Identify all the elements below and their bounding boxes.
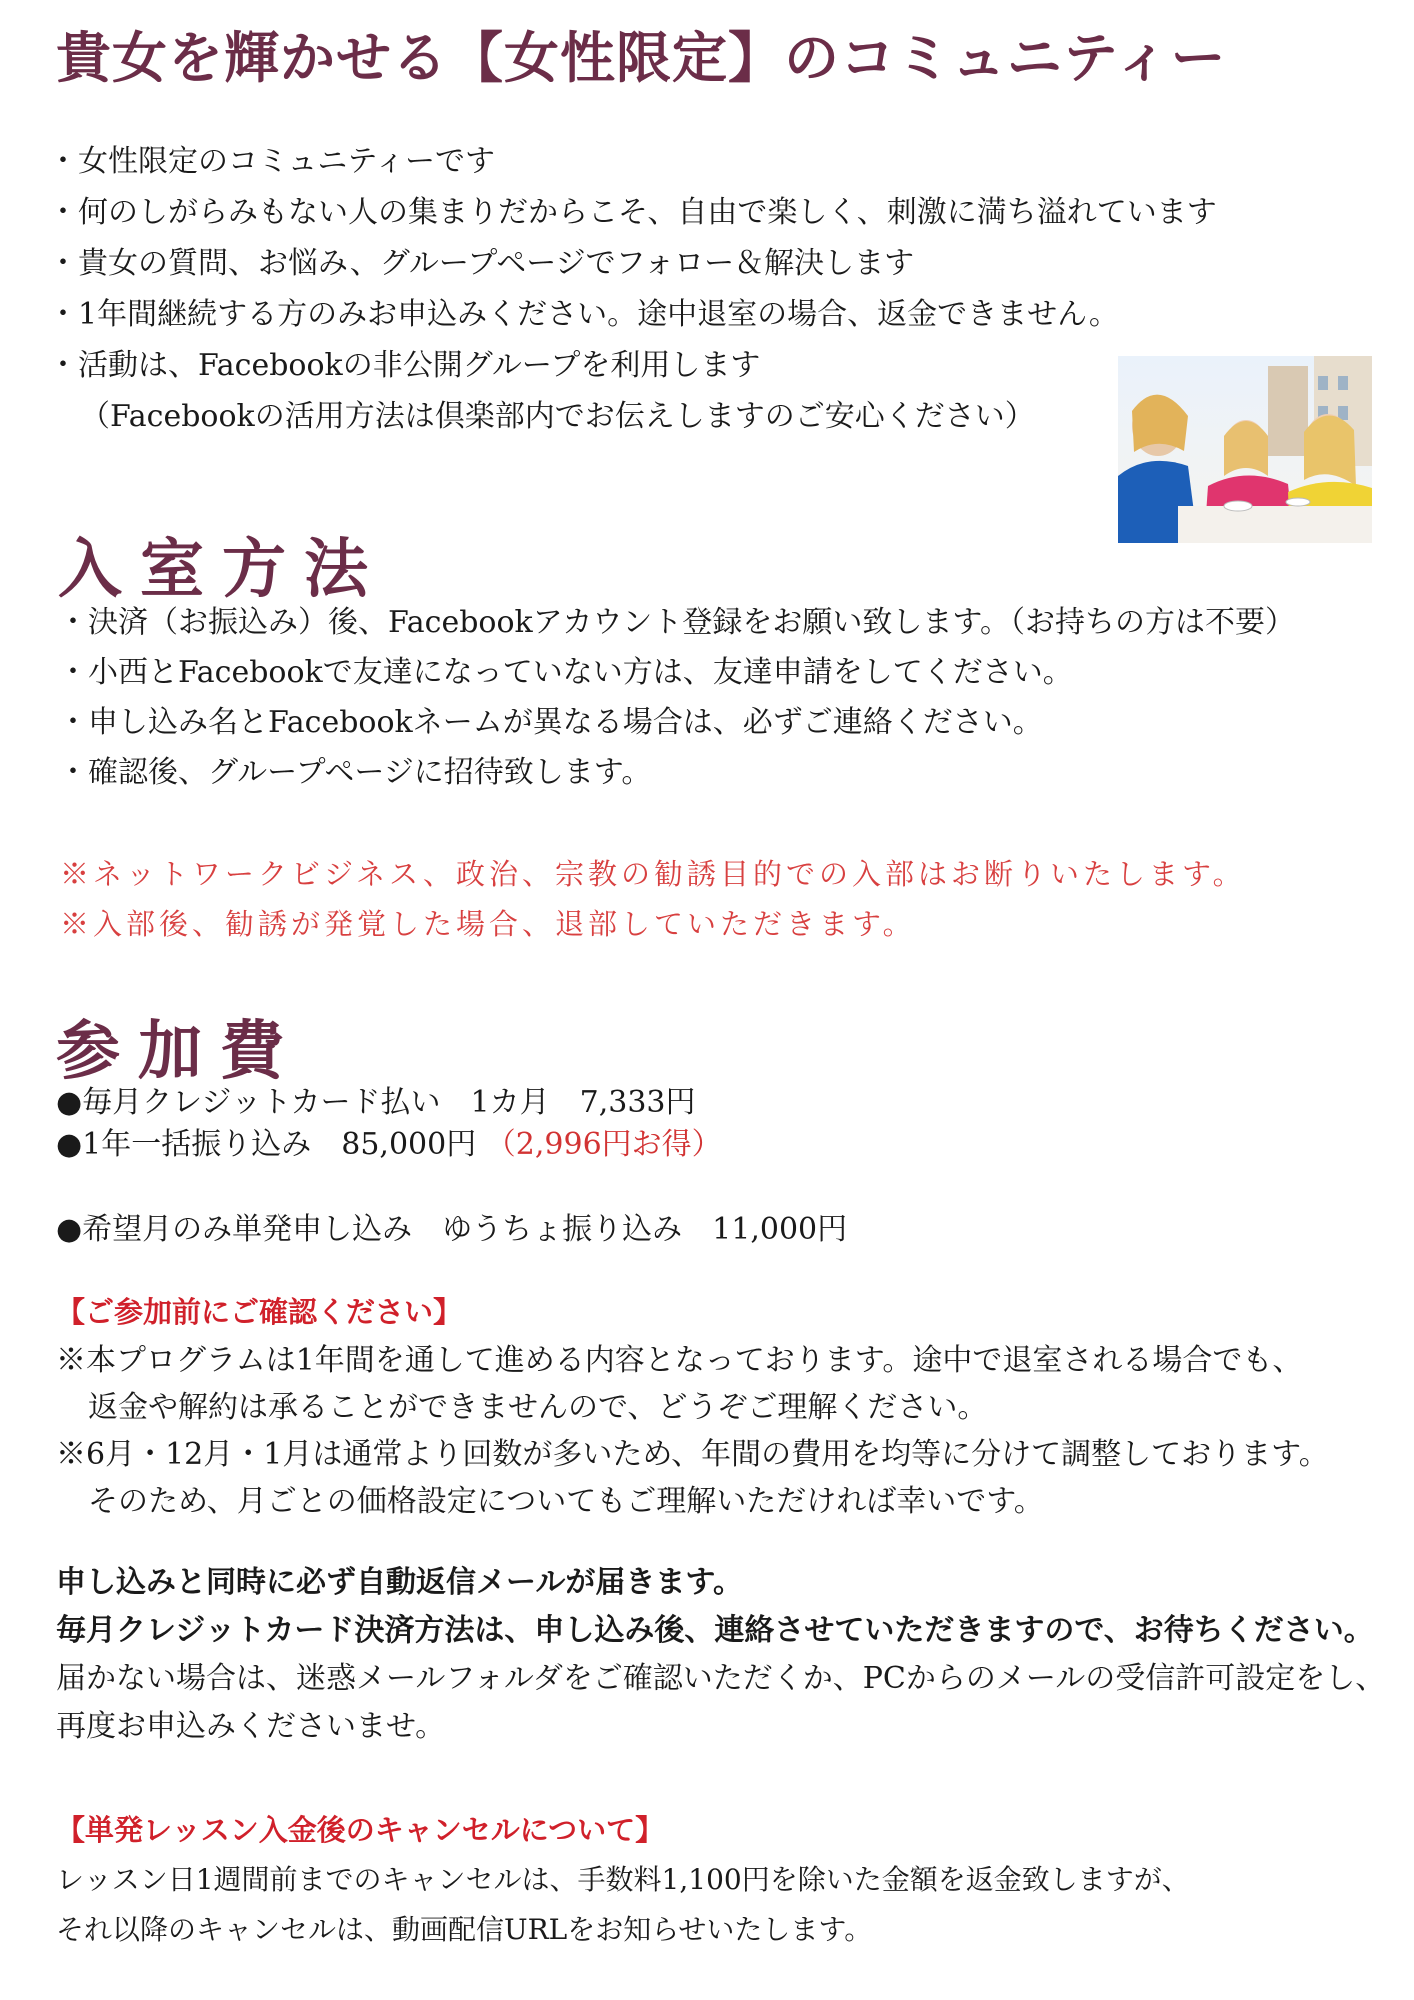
intro-item: ・活動は、Facebookの非公開グループを利用します xyxy=(48,348,761,383)
women-community-photo xyxy=(1118,356,1372,543)
confirm-line: ※本プログラムは1年間を通して進める内容となっております。途中で退室される場合でも、 xyxy=(56,1343,1303,1378)
mail-bold-line: 申し込みと同時に必ず自動返信メールが届きます。 xyxy=(56,1565,743,1600)
entry-item: ・小西とFacebookで友達になっていない方は、友達申請をしてください。 xyxy=(58,655,1073,690)
intro-item: ・1年間継続する方のみお申込みください。途中退室の場合、返金できません。 xyxy=(48,297,1119,332)
confirm-line: ※6月・12月・1月は通常より回数が多いため、年間の費用を均等に分けて調整しております。 xyxy=(56,1437,1329,1472)
confirm-line: 返金や解約は承ることができませんので、どうぞご理解ください。 xyxy=(88,1390,988,1425)
fee-heading: 参加費 xyxy=(56,1014,302,1089)
entry-notice: ※入部後、勧誘が発覚した場合、退部していただきます。 xyxy=(60,907,916,941)
mail-line: 再度お申込みくださいませ。 xyxy=(56,1709,446,1744)
fee-annual: ●1年一括振り込み 85,000円 xyxy=(56,1127,477,1162)
confirm-line: そのため、月ごとの価格設定についてもご理解いただければ幸いです。 xyxy=(88,1484,1044,1519)
cancel-label: 【単発レッスン入金後のキャンセルについて】 xyxy=(56,1813,665,1847)
entry-item: ・申し込み名とFacebookネームが異なる場合は、必ずご連絡ください。 xyxy=(58,705,1043,740)
entry-notice: ※ネットワークビジネス、政治、宗教の勧誘目的での入部はお断りいたします。 xyxy=(60,857,1246,891)
mail-line: 届かない場合は、迷惑メールフォルダをご確認いただくか、PCからのメールの受信許可設定をし、 xyxy=(56,1661,1386,1696)
intro-item: ・何のしがらみもない人の集まりだからこそ、自由で楽しく、刺激に満ち溢れています xyxy=(48,195,1217,230)
fee-annual-saving: （2,996円お得） xyxy=(485,1127,722,1162)
fee-monthly: ●毎月クレジットカード払い 1カ月 7,333円 xyxy=(56,1085,696,1120)
cancel-line: レッスン日1週間前までのキャンセルは、手数料1,100円を除いた金額を返金致しますが、 xyxy=(56,1863,1190,1896)
cancel-line: それ以降のキャンセルは、動画配信URLをお知らせいたします。 xyxy=(56,1913,873,1946)
entry-item: ・決済（お振込み）後、Facebookアカウント登録をお願い致します。（お持ちの方は不要） xyxy=(58,605,1296,640)
intro-item: ・女性限定のコミュニティーです xyxy=(48,144,495,179)
fee-single: ●希望月のみ単発申し込み ゆうちょ振り込み 11,000円 xyxy=(56,1212,848,1247)
page-title: 貴女を輝かせる【女性限定】のコミュニティー xyxy=(56,25,1227,90)
entry-heading: 入室方法 xyxy=(58,532,386,607)
entry-item: ・確認後、グループページに招待致します。 xyxy=(58,755,652,790)
confirm-label: 【ご参加前にご確認ください】 xyxy=(56,1295,463,1329)
intro-note: （Facebookの活用方法は倶楽部内でお伝えしますのご安心ください） xyxy=(80,399,1035,434)
mail-bold-line: 毎月クレジットカード決済方法は、申し込み後、連絡させていただきますので、お待ちください。 xyxy=(56,1613,1374,1648)
fee-annual-row xyxy=(56,1127,722,1162)
intro-item: ・貴女の質問、お悩み、グループページでフォロー＆解決します xyxy=(48,246,915,281)
